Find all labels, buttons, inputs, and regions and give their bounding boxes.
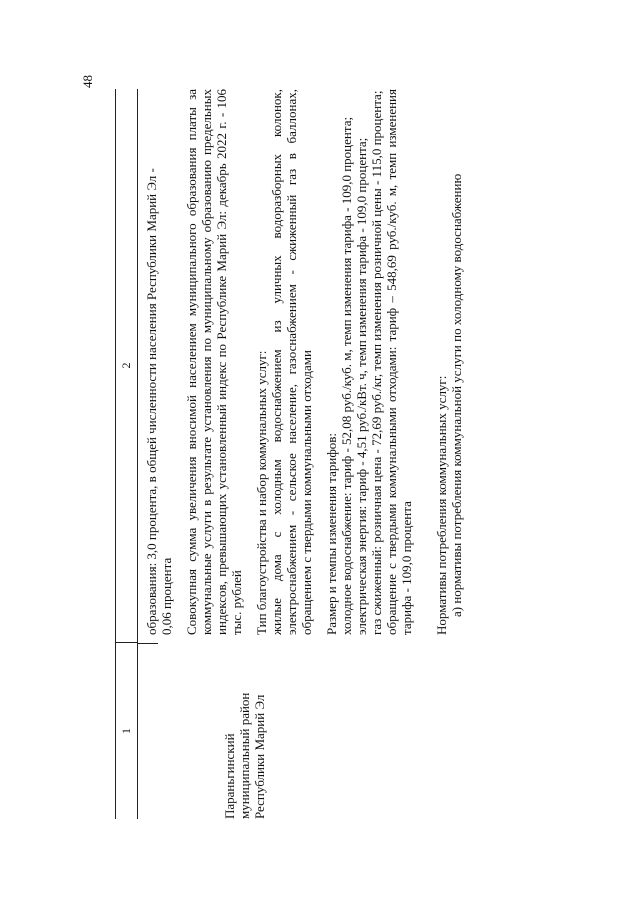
column-divider xyxy=(138,643,158,644)
carry-over-line: образования: 3,0 процента, в общей численности населения Республики Марий Эл - xyxy=(144,168,159,635)
column-header-1: 1 xyxy=(116,642,137,819)
municipality-name-line: муниципальный район xyxy=(237,692,252,819)
table-header-row xyxy=(115,89,138,819)
page-number: 48 xyxy=(80,75,95,88)
details-cell xyxy=(144,89,464,643)
carry-over-line: 0,06 процента xyxy=(159,557,174,635)
norms-item-a: а) нормативы потребления коммунальной услуги по холодному водоснабжению xyxy=(449,173,464,617)
improvement-heading: Тип благоустройства и набор коммунальных услуг: xyxy=(254,350,269,635)
tariff-table xyxy=(115,89,464,819)
municipality-name-line: Параньгинский xyxy=(222,733,237,819)
tariff-line-waste: обращение с твердыми коммунальными отходами: тариф – 548,69 руб./куб. м, темп изменения тарифа - 109,0 процента xyxy=(384,89,414,635)
improvement-text: жилые дома с холодным водоснабжением из уличных водоразборных колонок, электроснабжением - сельское население, газоснабжением - сжиженный газ в баллонах, обращением с твердыми коммунальными отходами xyxy=(269,89,314,635)
sum-paragraph: Совокупная сумма увеличения вносимой населением муниципального образования платы за коммунальные услуги в результате установления по муниципальному образованию предельных индексов, превышающих установленный индекс по Республике Марий Эл: декабрь 2022 г. - 106 тыс. рублей xyxy=(184,89,244,635)
tariffs-heading: Размер и темпы изменения тарифов: xyxy=(324,432,339,635)
column-header-2: 2 xyxy=(119,362,133,369)
tariff-line-electricity: электрическая энергия: тариф - 4,51 руб./кВт. ч, темп изменения тарифа - 109,0 процента; xyxy=(354,137,369,635)
municipality-name-line: Республики Марий Эл xyxy=(252,694,267,819)
tariff-line-gas: газ сжиженный: розничная цена - 72,69 руб./кг, темп изменения розничной цены - 115,0 процента; xyxy=(369,90,384,635)
table-row xyxy=(138,89,464,819)
municipality-cell xyxy=(144,643,464,819)
tariff-line-water: холодное водоснабжение: тариф - 52,08 руб./куб. м, темп изменения тарифа - 109,0 процента; xyxy=(339,116,354,635)
norms-heading: Нормативы потребления коммунальных услуг: xyxy=(434,375,449,635)
